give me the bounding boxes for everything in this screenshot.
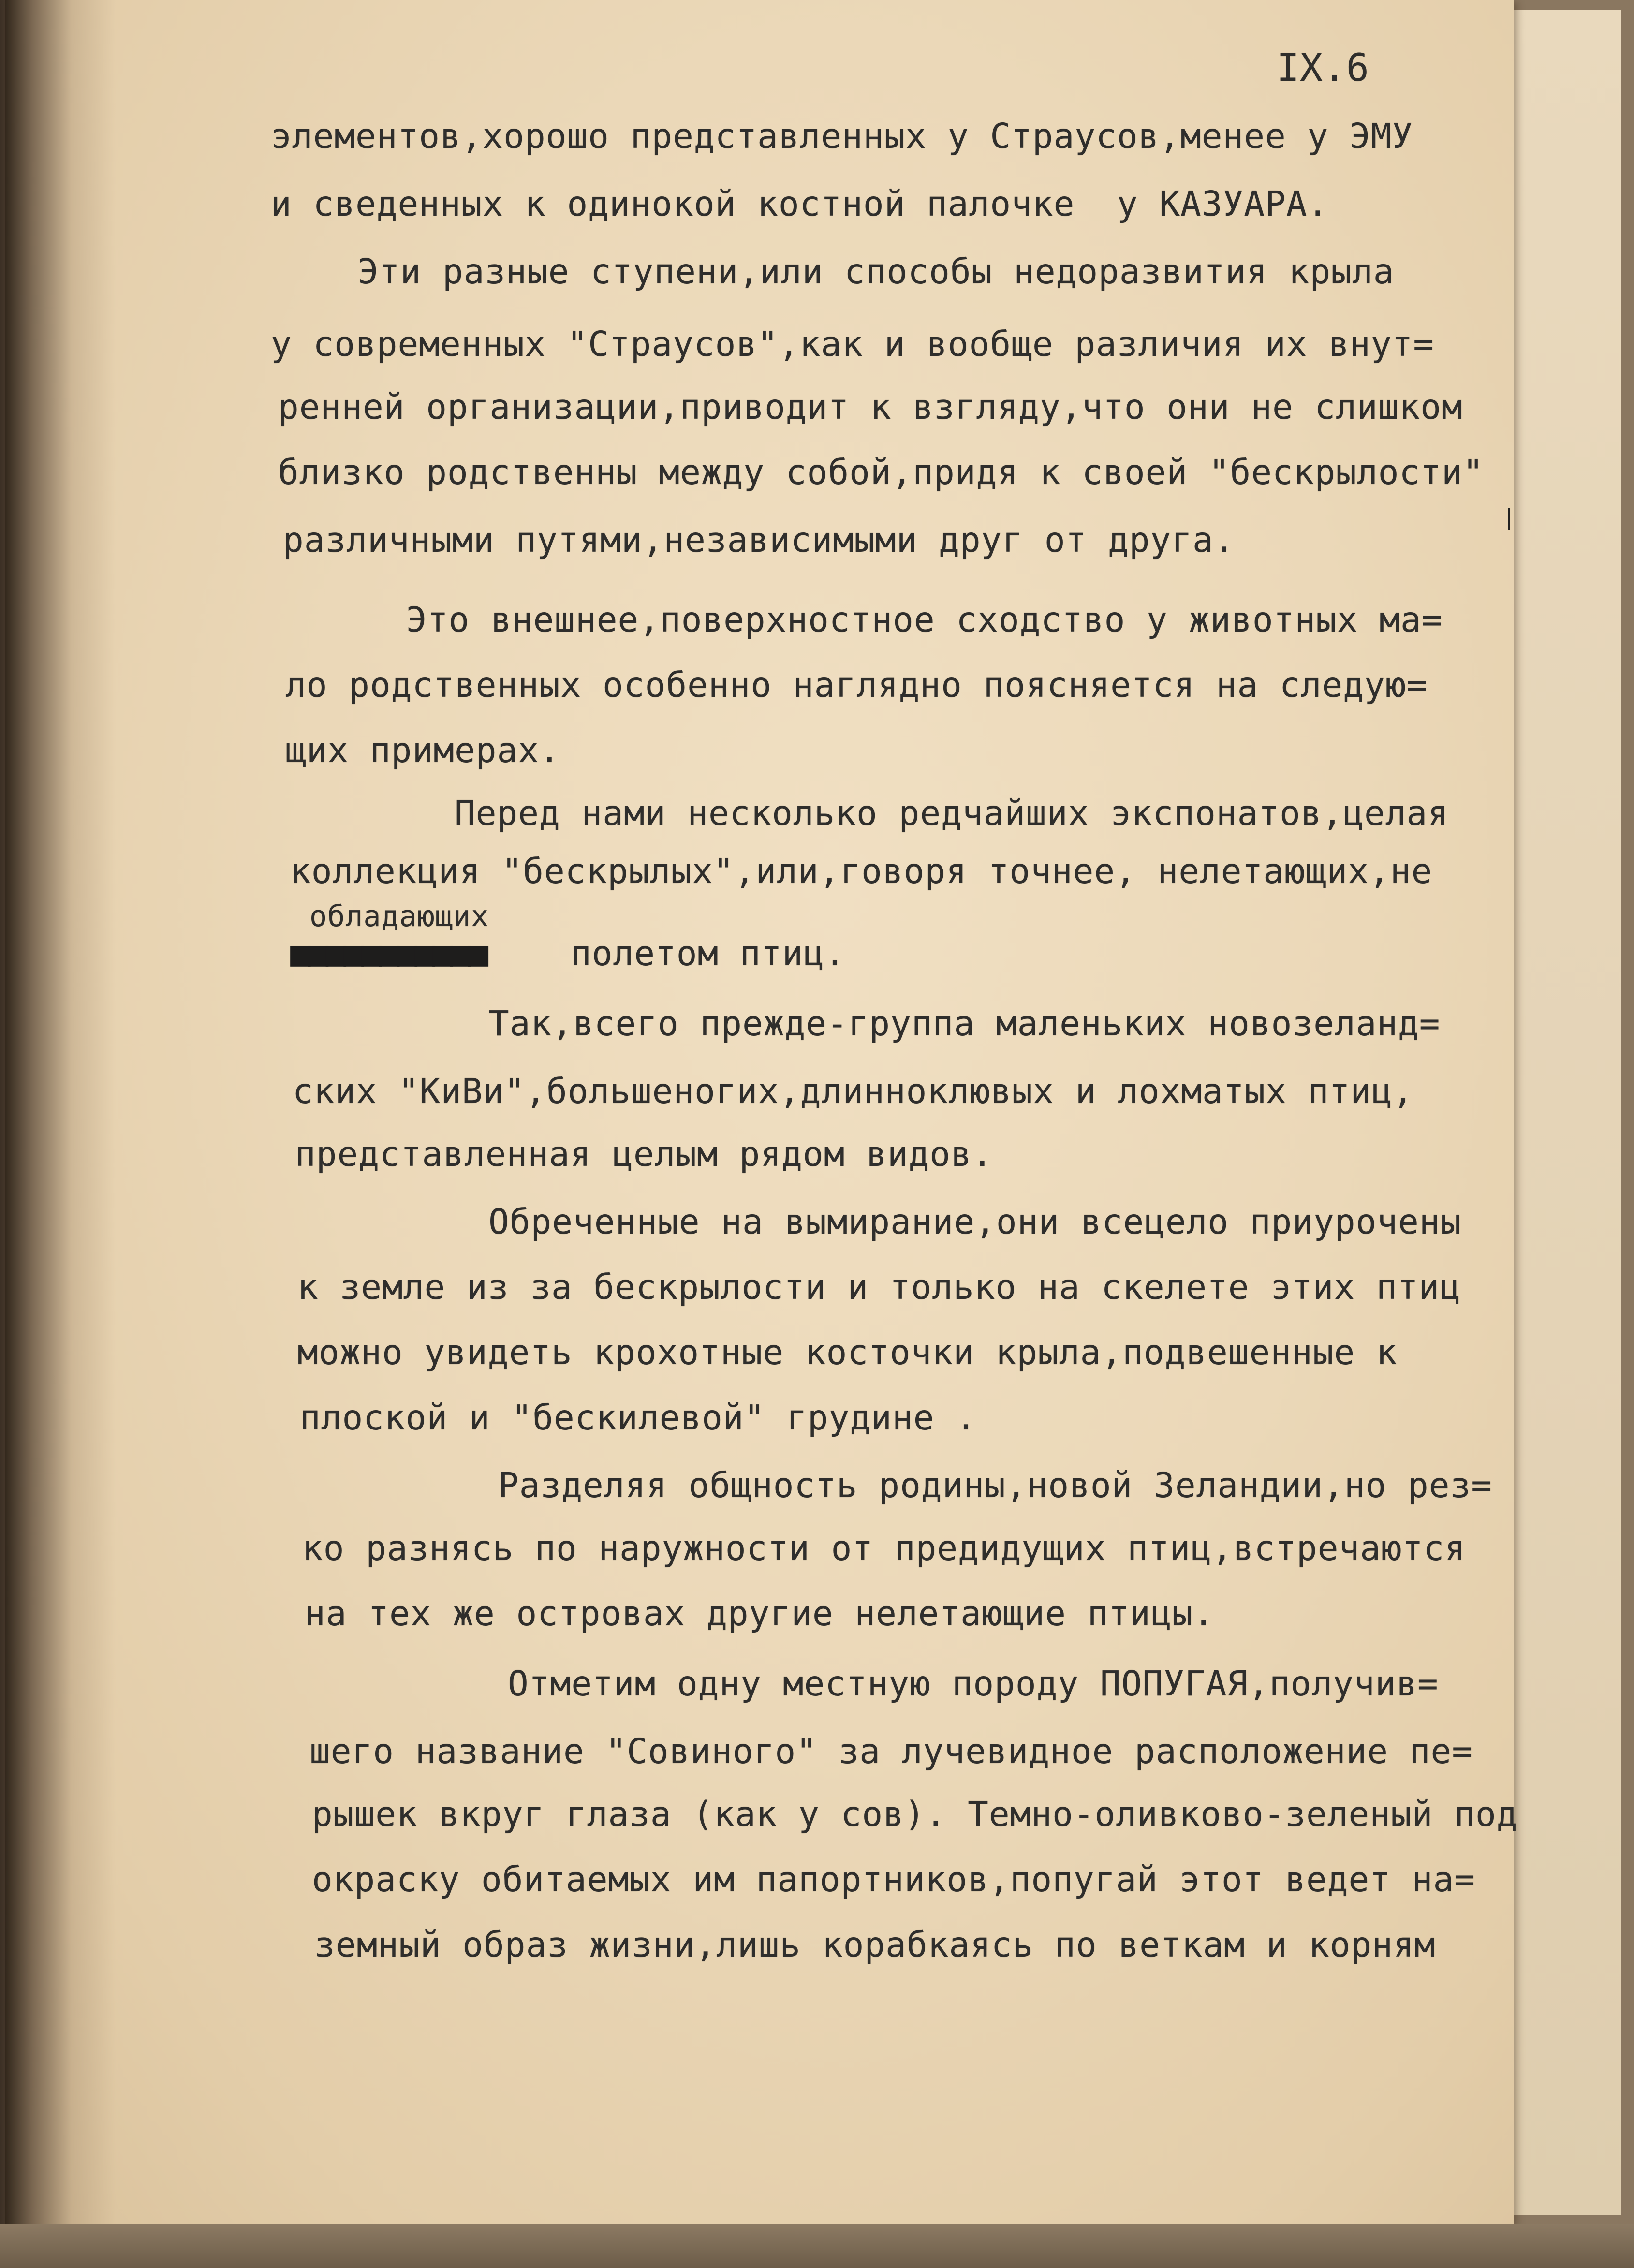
margin-mark [1508,508,1510,530]
inserted-word: обладающих [309,899,489,933]
text-line-8: Это внешнее,поверхностное сходство у животных ма= [406,600,1443,640]
struck-through-word: ■■■■■■■■■■■ [290,933,486,973]
text-line-4: у современных "Страусов",как и вообще различия их внут= [271,324,1435,364]
text-line-1: элементов,хорошо представленных у Страусов,менее у ЭМУ [271,116,1413,156]
table-surface [0,2224,1634,2268]
text-line-5: ренней организации,приводит к взгляду,что они не слишком [278,387,1463,427]
text-line-22: ко разнясь по наружности от предидущих птиц,встречаются [302,1528,1466,1568]
text-line-21: Разделяя общность родины,новой Зеландии,но рез= [498,1465,1493,1505]
text-line-28: земный образ жизни,лишь корабкаясь по веткам и корням [314,1925,1436,1965]
text-line-6: близко родственны между собой,придя к своей "бескрылости" [278,452,1484,492]
text-line-2: и сведенных к одинокой костной палочке у КАЗУАРА. [271,184,1329,224]
text-line-14: Так,всего прежде-группа маленьких новозеланд= [488,1003,1441,1044]
text-line-13: полетом птиц. [571,933,846,973]
text-line-19: можно увидеть крохотные косточки крыла,подвешенные к [297,1332,1398,1372]
text-line-25: шего название "Совиного" за лучевидное расположение пе= [309,1731,1473,1771]
text-line-7: различными путями,независимыми друг от друга. [283,520,1235,560]
text-line-17: Обреченные на вымирание,они всецело приурочены [488,1202,1462,1242]
text-line-20: плоской и "бескилевой" грудине . [300,1398,977,1438]
text-line-11: Перед нами несколько редчайших экспонатов,целая [455,793,1449,833]
text-line-10: щих примерах. [285,730,560,770]
text-line-12: коллекция "бескрылых",или,говоря точнее, нелетающих,не [290,851,1433,891]
page-number: IX.6 [1277,46,1369,90]
text-line-23: на тех же островах другие нелетающие птицы. [305,1593,1215,1634]
binding-shadow [5,0,116,2224]
text-line-16: представленная целым рядом видов. [295,1134,993,1174]
text-line-27: окраску обитаемых им папортников,попугай этот ведет на= [312,1859,1476,1900]
text-line-24: Отметим одну местную породу ПОПУГАЯ,получив= [508,1664,1439,1704]
text-line-3: Эти разные ступени,или способы недоразвития крыла [358,251,1395,292]
text-line-15: ских "КиВи",большеногих,длинноклювых и лохматых птиц, [293,1071,1414,1111]
text-line-9: ло родственных особенно наглядно поясняется на следую= [285,665,1428,705]
text-line-18: к земле из за бескрылости и только на скелете этих птиц [297,1267,1461,1307]
text-line-26: рышек вкруг глаза (как у сов). Темно-оливково-зеленый под [312,1794,1518,1834]
